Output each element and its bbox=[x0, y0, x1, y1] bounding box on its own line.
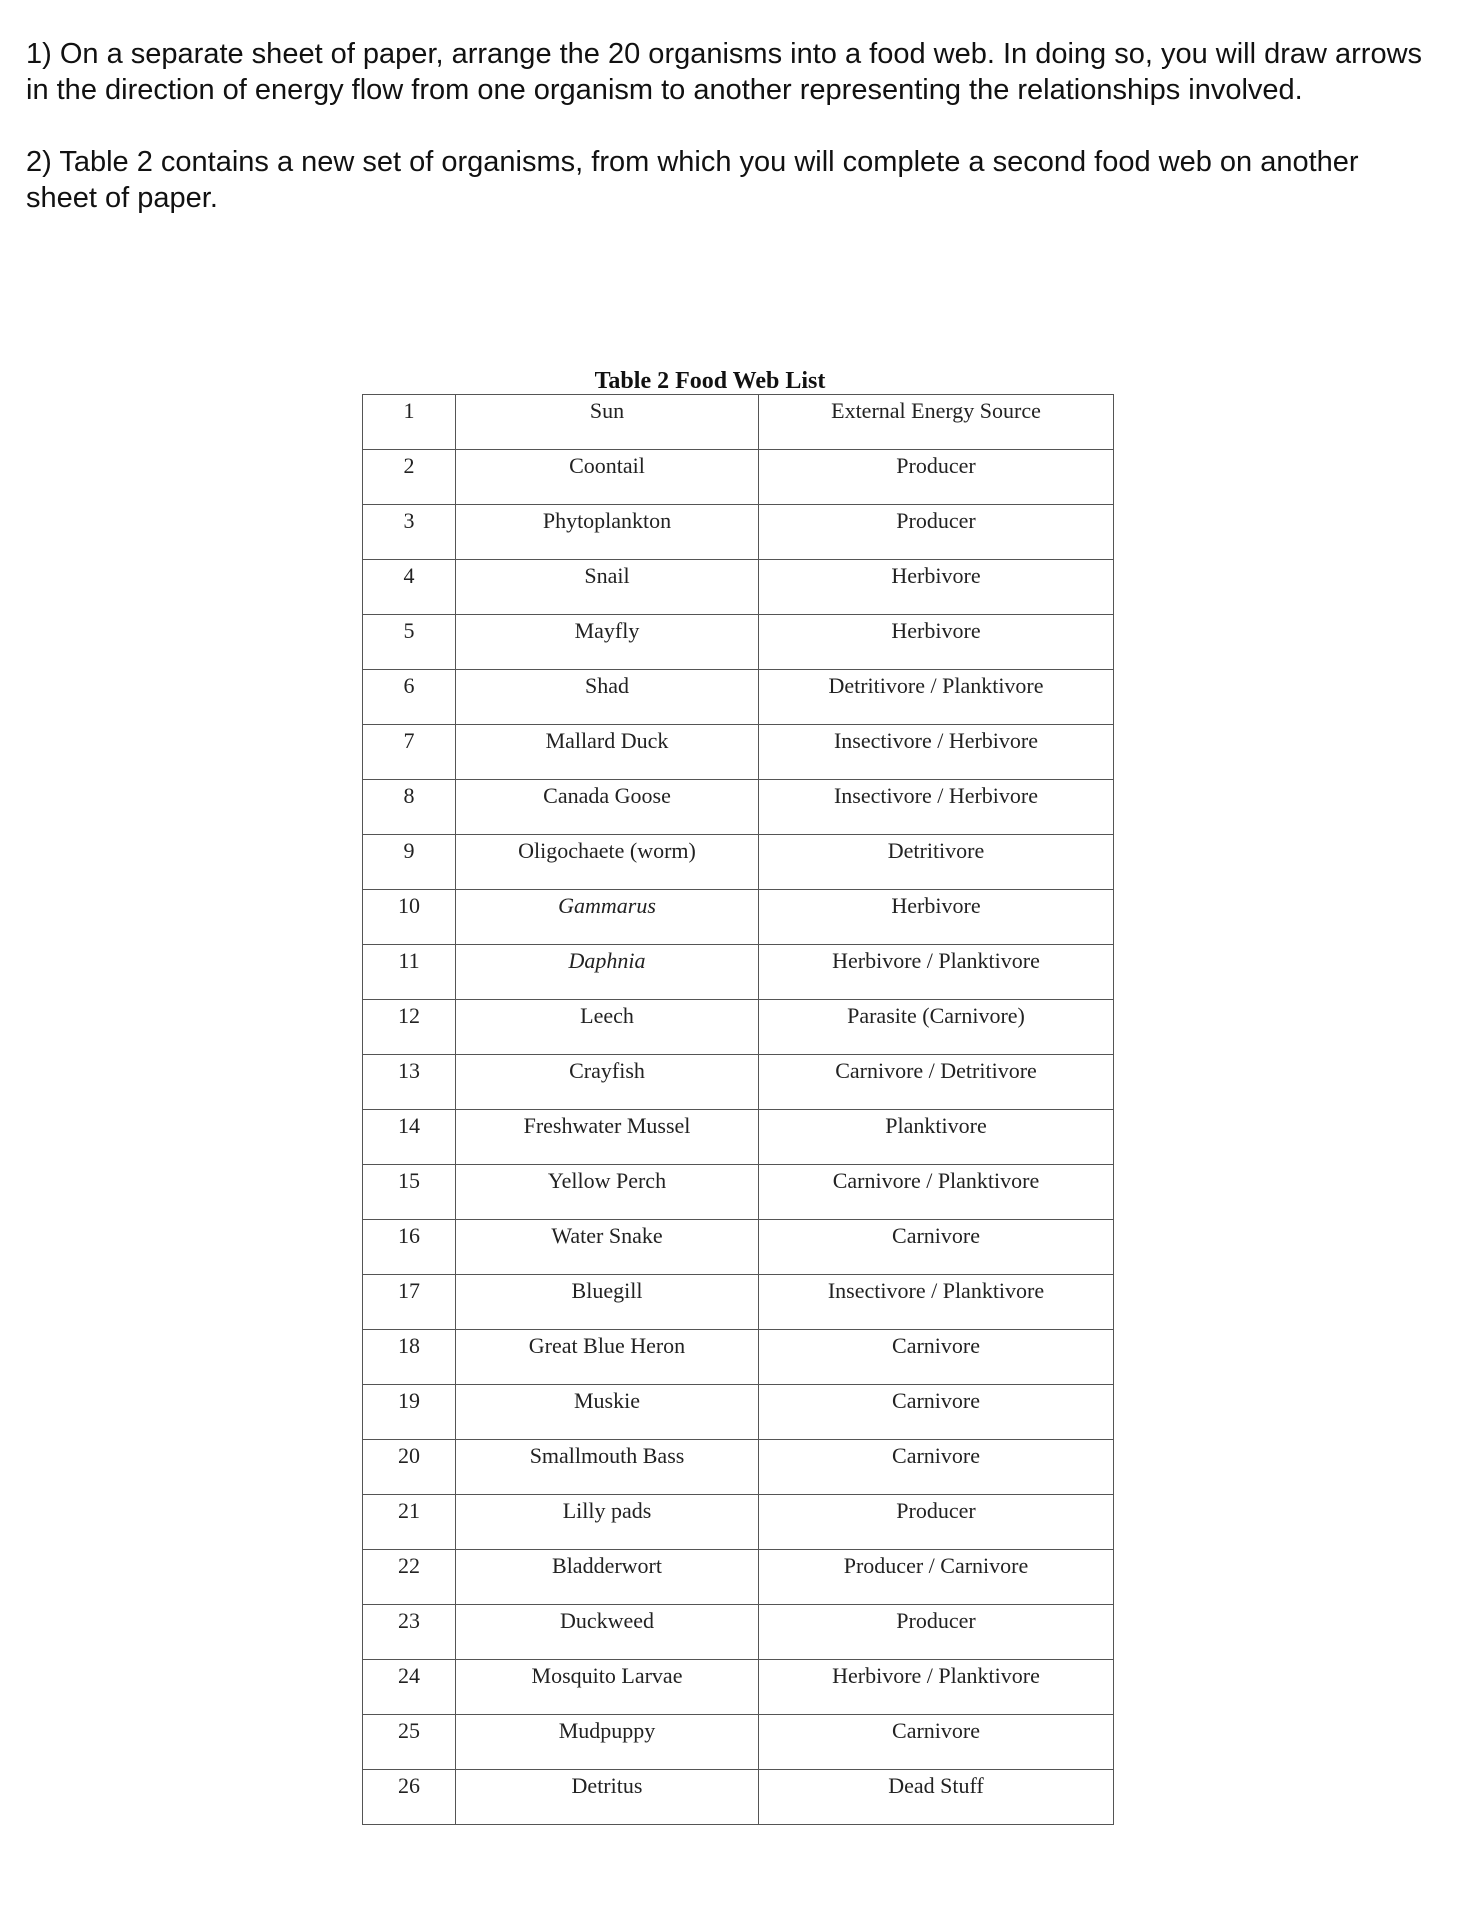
organism-name: Daphnia bbox=[456, 945, 759, 1000]
table-caption: Table 2 Food Web List bbox=[594, 368, 826, 394]
table-row bbox=[363, 1000, 1114, 1055]
table-row bbox=[363, 1440, 1114, 1495]
organism-name: Leech bbox=[456, 1000, 759, 1055]
row-number: 18 bbox=[363, 1330, 456, 1385]
row-number: 4 bbox=[363, 560, 456, 615]
row-number: 13 bbox=[363, 1055, 456, 1110]
organism-role: Producer bbox=[759, 505, 1114, 560]
organism-name: Bladderwort bbox=[456, 1550, 759, 1605]
organism-role: Carnivore bbox=[759, 1330, 1114, 1385]
table-row bbox=[363, 1660, 1114, 1715]
table-row bbox=[363, 450, 1114, 505]
row-number: 12 bbox=[363, 1000, 456, 1055]
organism-role: Producer / Carnivore bbox=[759, 1550, 1114, 1605]
row-number: 2 bbox=[363, 450, 456, 505]
organism-name: Sun bbox=[456, 395, 759, 450]
organism-name: Snail bbox=[456, 560, 759, 615]
table-row bbox=[363, 835, 1114, 890]
organism-role: Detritivore bbox=[759, 835, 1114, 890]
organism-name: Canada Goose bbox=[456, 780, 759, 835]
organism-name: Oligochaete (worm) bbox=[456, 835, 759, 890]
food-web-table bbox=[362, 394, 1114, 1825]
organism-name: Bluegill bbox=[456, 1275, 759, 1330]
table-row bbox=[363, 1165, 1114, 1220]
organism-role: Producer bbox=[759, 1495, 1114, 1550]
row-number: 15 bbox=[363, 1165, 456, 1220]
row-number: 9 bbox=[363, 835, 456, 890]
row-number: 22 bbox=[363, 1550, 456, 1605]
row-number: 20 bbox=[363, 1440, 456, 1495]
table-row bbox=[363, 945, 1114, 1000]
row-number: 19 bbox=[363, 1385, 456, 1440]
organism-role: Herbivore / Planktivore bbox=[759, 945, 1114, 1000]
table-row bbox=[363, 1275, 1114, 1330]
organism-role: Detritivore / Planktivore bbox=[759, 670, 1114, 725]
row-number: 25 bbox=[363, 1715, 456, 1770]
row-number: 7 bbox=[363, 725, 456, 780]
organism-name: Phytoplankton bbox=[456, 505, 759, 560]
organism-role: Carnivore bbox=[759, 1440, 1114, 1495]
row-number: 23 bbox=[363, 1605, 456, 1660]
organism-role: Producer bbox=[759, 1605, 1114, 1660]
organism-role: Insectivore / Planktivore bbox=[759, 1275, 1114, 1330]
organism-role: Carnivore / Planktivore bbox=[759, 1165, 1114, 1220]
table-row bbox=[363, 1715, 1114, 1770]
organism-name: Yellow Perch bbox=[456, 1165, 759, 1220]
organism-name: Muskie bbox=[456, 1385, 759, 1440]
table-row bbox=[363, 1220, 1114, 1275]
organism-name: Mayfly bbox=[456, 615, 759, 670]
organism-name: Duckweed bbox=[456, 1605, 759, 1660]
row-number: 17 bbox=[363, 1275, 456, 1330]
row-number: 11 bbox=[363, 945, 456, 1000]
row-number: 26 bbox=[363, 1770, 456, 1825]
table-row bbox=[363, 1495, 1114, 1550]
organism-role: Producer bbox=[759, 450, 1114, 505]
organism-name: Mallard Duck bbox=[456, 725, 759, 780]
row-number: 10 bbox=[363, 890, 456, 945]
table-row bbox=[363, 670, 1114, 725]
row-number: 6 bbox=[363, 670, 456, 725]
organism-name: Great Blue Heron bbox=[456, 1330, 759, 1385]
table-row bbox=[363, 1055, 1114, 1110]
organism-name: Mosquito Larvae bbox=[456, 1660, 759, 1715]
row-number: 16 bbox=[363, 1220, 456, 1275]
table-row bbox=[363, 725, 1114, 780]
organism-name: Water Snake bbox=[456, 1220, 759, 1275]
organism-role: Carnivore bbox=[759, 1715, 1114, 1770]
table-row bbox=[363, 560, 1114, 615]
organism-name: Lilly pads bbox=[456, 1495, 759, 1550]
row-number: 8 bbox=[363, 780, 456, 835]
row-number: 14 bbox=[363, 1110, 456, 1165]
organism-name: Gammarus bbox=[456, 890, 759, 945]
organism-name: Detritus bbox=[456, 1770, 759, 1825]
organism-role: Carnivore bbox=[759, 1385, 1114, 1440]
organism-name: Coontail bbox=[456, 450, 759, 505]
organism-role: Insectivore / Herbivore bbox=[759, 780, 1114, 835]
table-row bbox=[363, 1770, 1114, 1825]
table-row bbox=[363, 780, 1114, 835]
table-row bbox=[363, 1385, 1114, 1440]
table-row bbox=[363, 615, 1114, 670]
table-row bbox=[363, 395, 1114, 450]
instruction-step-1: 1) On a separate sheet of paper, arrange the 20 organisms into a food web. In doing so, you will draw arrows in the direction of energy flow from one organism to another representing the relationships involved. bbox=[26, 38, 1423, 106]
table-row bbox=[363, 1605, 1114, 1660]
row-number: 24 bbox=[363, 1660, 456, 1715]
organism-role: External Energy Source bbox=[759, 395, 1114, 450]
organism-role: Herbivore / Planktivore bbox=[759, 1660, 1114, 1715]
organism-role: Carnivore / Detritivore bbox=[759, 1055, 1114, 1110]
organism-name: Mudpuppy bbox=[456, 1715, 759, 1770]
organism-role: Carnivore bbox=[759, 1220, 1114, 1275]
instruction-step-2: 2) Table 2 contains a new set of organisms, from which you will complete a second food web on another sheet of paper. bbox=[26, 146, 1359, 214]
table-row bbox=[363, 890, 1114, 945]
organism-role: Planktivore bbox=[759, 1110, 1114, 1165]
organism-role: Herbivore bbox=[759, 560, 1114, 615]
organism-name: Freshwater Mussel bbox=[456, 1110, 759, 1165]
organism-name: Shad bbox=[456, 670, 759, 725]
organism-name: Smallmouth Bass bbox=[456, 1440, 759, 1495]
row-number: 3 bbox=[363, 505, 456, 560]
organism-name: Crayfish bbox=[456, 1055, 759, 1110]
organism-role: Herbivore bbox=[759, 890, 1114, 945]
row-number: 5 bbox=[363, 615, 456, 670]
instructions bbox=[26, 36, 1426, 252]
row-number: 21 bbox=[363, 1495, 456, 1550]
row-number: 1 bbox=[363, 395, 456, 450]
organism-role: Parasite (Carnivore) bbox=[759, 1000, 1114, 1055]
organism-role: Herbivore bbox=[759, 615, 1114, 670]
organism-role: Dead Stuff bbox=[759, 1770, 1114, 1825]
table-row bbox=[363, 1550, 1114, 1605]
table-row bbox=[363, 1330, 1114, 1385]
table-row bbox=[363, 1110, 1114, 1165]
organism-role: Insectivore / Herbivore bbox=[759, 725, 1114, 780]
table-row bbox=[363, 505, 1114, 560]
